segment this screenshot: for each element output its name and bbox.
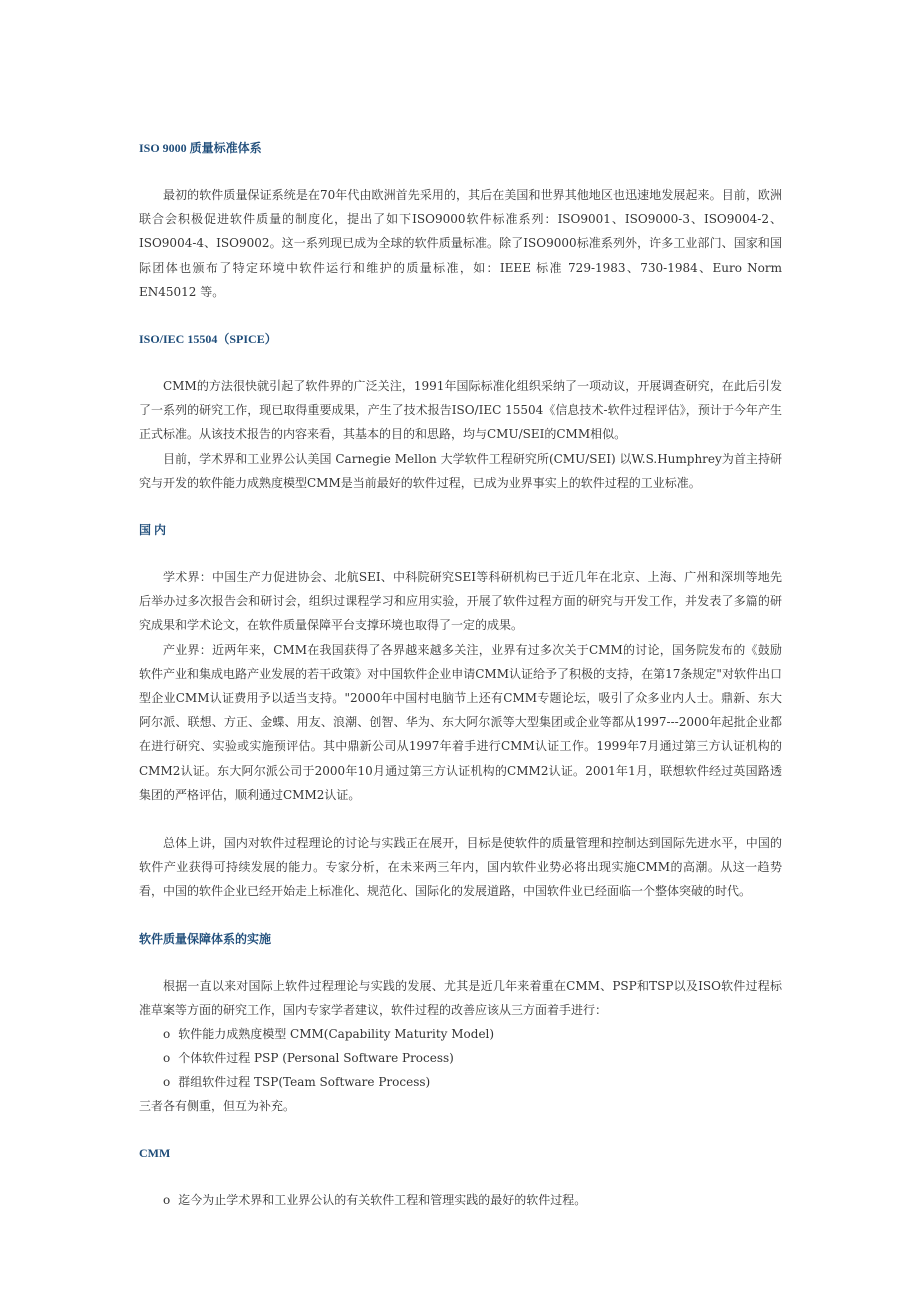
bullet-mark: o <box>163 1027 171 1042</box>
bullet-mark: o <box>163 1051 171 1066</box>
document-body <box>139 138 782 1212</box>
section-heading-iso9000: ISO 9000 质量标准体系 <box>139 141 262 155</box>
section-heading-domestic: 国 内 <box>139 523 167 538</box>
paragraph: 学术界：中国生产力促进协会、北航SEI、中科院研究SEI等科研机构已于近几年在北京、上海、广州和深圳等地先后举办过多次报告会和研讨会，组织过课程学习和应用实验，开展了软件过程方面的研究与开发工作，并发表了多篇的研究成果和学术论文，在软件质量保障平台支撑环境也取得了一定的成果。 <box>139 570 782 633</box>
closing-line: 三者各有侧重，但互为补充。 <box>139 1099 296 1114</box>
section-heading-implementation: 软件质量保障体系的实施 <box>139 931 272 946</box>
list-item: o 软件能力成熟度模型 CMM(Capability Maturity Model) <box>163 1027 495 1042</box>
bullet-mark: o <box>163 1075 171 1090</box>
paragraph: 目前，学术界和工业界公认美国 Carnegie Mellon 大学软件工程研究所(CMU/SEI) 以W.S.Humphrey为首主持研究与开发的软件能力成熟度模型CMM是当前最好的软件过程，已成为业界事实上的软件过程的工业标准。 <box>139 451 782 490</box>
paragraph: 产业界：近两年来，CMM在我国获得了各界越来越多关注，业界有过多次关于CMM的讨论，国务院发布的《鼓励软件产业和集成电路产业发展的若干政策》对中国软件企业申请CMM认证给予了积极的支持，在第17条规定"对软件出口型企业CMM认证费用予以适当支持。"2000年中国村电脑节上还有CMM专题论坛，吸引了众多业内人士。鼎新、东大阿尔派、联想、方正、金蝶、用友、浪潮、创智、华为、东大阿尔派等大型集团或企业等都从1997---2000年起批企业都在进行研究、实验或实施预评估。其中鼎新公司从1997年着手进行CMM认证工作。1999年7月通过第三方认证机构的CMM2认证。东大阿尔派公司于2000年10月通过第三方认证机构的CMM2认证。2001年1月，联想软件经过英国路透集团的严格评估，顺利通过CMM2认证。 <box>139 642 782 802</box>
bullet-mark: o <box>163 1193 171 1208</box>
list-item: o 个体软件过程 PSP (Personal Software Process) <box>163 1051 454 1066</box>
paragraph: 根据一直以来对国际上软件过程理论与实践的发展、尤其是近几年来着重在CMM、PSP和TSP以及ISO软件过程标准草案等方面的研究工作，国内专家学者建议，软件过程的改善应该从三方面着手进行： <box>139 978 782 1017</box>
list-item: o 迄今为止学术界和工业界公认的有关软件工程和管理实践的最好的软件过程。 <box>163 1193 587 1208</box>
paragraph: 总体上讲，国内对软件过程理论的讨论与实践正在展开，目标是使软件的质量管理和控制达到国际先进水平，中国的软件产业获得可持续发展的能力。专家分析，在未来两三年内，国内软件业势必将出现实施CMM的高潮。从这一趋势看，中国的软件企业已经开始走上标准化、规范化、国际化的发展道路，中国软件业已经面临一个整体突破的时代。 <box>139 836 782 899</box>
list-item: o 群组软件过程 TSP(Team Software Process) <box>163 1075 431 1090</box>
paragraph: 最初的软件质量保证系统是在70年代由欧洲首先采用的，其后在美国和世界其他地区也迅速地发展起来。目前，欧洲联合会积极促进软件质量的制度化，提出了如下ISO9000软件标准系列：ISO9001、ISO9000-3、ISO9004-2、ISO9004-4、ISO9002。这一系列现已成为全球的软件质量标准。除了ISO9000标准系列外，许多工业部门、国家和国际团体也颁布了特定环境中软件运行和维护的质量标准，如：IEEE 标准 729-1983、730-1984、Euro Norm EN45012 等。 <box>139 188 782 299</box>
section-heading-spice: ISO/IEC 15504（SPICE） <box>139 332 277 347</box>
section-heading-cmm: CMM <box>139 1146 171 1161</box>
paragraph: CMM的方法很快就引起了软件界的广泛关注，1991年国际标准化组织采纳了一项动议，开展调查研究，在此后引发了一系列的研究工作，现已取得重要成果，产生了技术报告ISO/IEC 15504《信息技术-软件过程评估》，预计于今年产生正式标准。从该技术报告的内容来看，其基本的目的和思路，均与CMU/SEI的CMM相似。 <box>139 379 782 442</box>
